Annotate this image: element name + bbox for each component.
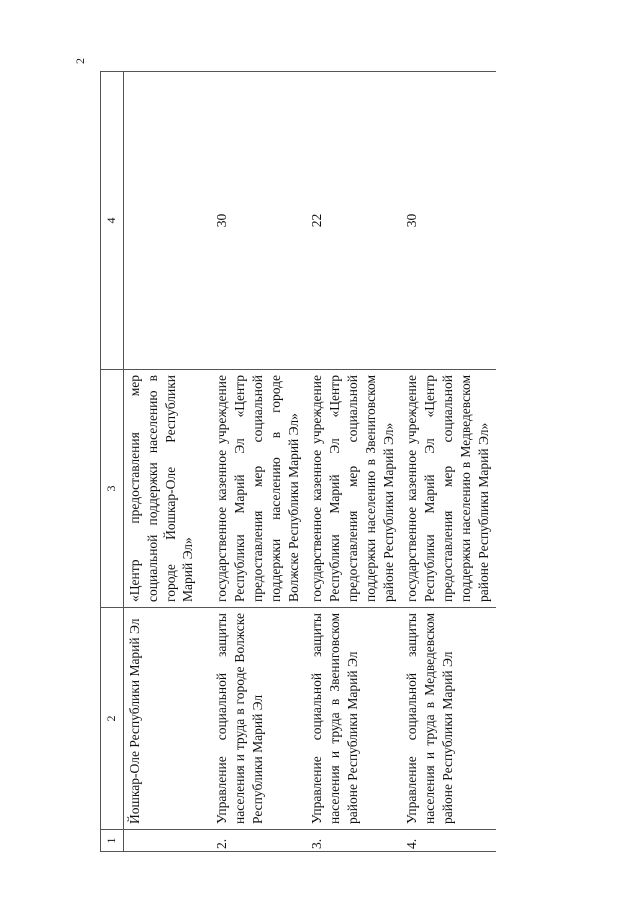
authority-cell: Управление социальной защиты населения и труда в Звениговском районе Республики Марий Эл (306, 608, 401, 830)
count-cell (124, 72, 212, 370)
column-header-1: 1 (101, 830, 124, 852)
page-number: 2 (73, 58, 87, 64)
institution-cell: государственное казенное учреждение Республики Марий Эл «Центр предоставления мер социальной поддержки населению в Медведевском районе Республики Марий Эл» (401, 370, 496, 608)
table-row (124, 72, 212, 852)
table-row (401, 72, 496, 852)
table-header-row (101, 72, 124, 852)
institutions-table (100, 71, 496, 852)
authority-cell: Управление социальной защиты населения и труда в городе Волжске Республики Марий Эл (211, 608, 306, 830)
row-number: 4. (401, 830, 496, 852)
table-row (306, 72, 401, 852)
column-header-4: 4 (101, 72, 124, 370)
count-cell: 22 (306, 72, 401, 370)
count-cell: 30 (211, 72, 306, 370)
count-cell: 30 (401, 72, 496, 370)
table-row (211, 72, 306, 852)
column-header-3: 3 (101, 370, 124, 608)
authority-cell: Управление социальной защиты населения и труда в Медведевском районе Республики Марий Эл (401, 608, 496, 830)
authority-cell: Йошкар-Оле Республики Марий Эл (124, 608, 212, 830)
institution-cell: государственное казенное учреждение Республики Марий Эл «Центр предоставления мер социальной поддержки населению в городе Волжске Республики Марий Эл» (211, 370, 306, 608)
column-header-2: 2 (101, 608, 124, 830)
row-number: 3. (306, 830, 401, 852)
rotated-table-container (100, 72, 620, 852)
row-number: 2. (211, 830, 306, 852)
row-number (124, 830, 212, 852)
institution-cell: «Центр предоставления мер социальной поддержки населению в городе Йошкар-Оле Республики Марий Эл» (124, 370, 212, 608)
institution-cell: государственное казенное учреждение Республики Марий Эл «Центр предоставления мер социальной поддержки населению в Звениговском районе Республики Марий Эл» (306, 370, 401, 608)
